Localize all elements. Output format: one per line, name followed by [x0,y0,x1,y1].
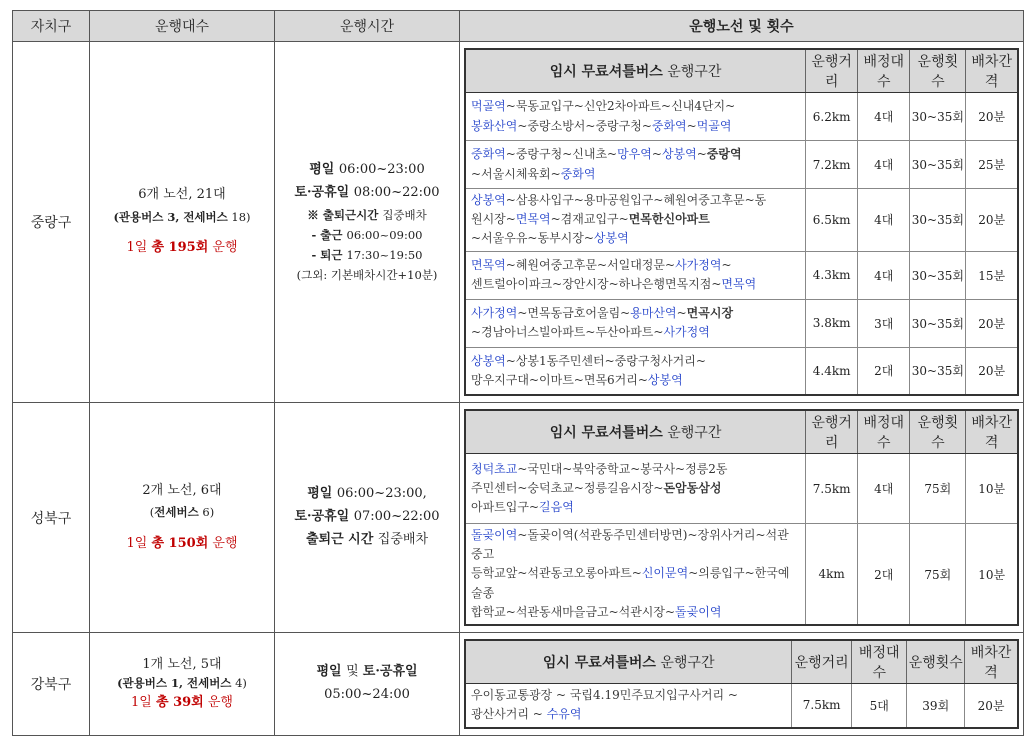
trips-header: 운행횟수 [910,410,966,454]
route-station: 면목역 [721,277,757,292]
bus-count-cell [90,42,275,403]
route-station: 사가정역 [675,257,722,272]
route-station: 봉화산역 [471,118,518,133]
route-distance: 7.5km [792,684,852,728]
route-table [464,48,1019,396]
header-routes: 운행노선 및 횟수 [460,11,1024,42]
route-row [465,299,1018,347]
route-count: 6개 노선, 21대 [138,187,226,203]
header-hours: 운행시간 [275,11,460,42]
route-stop-text: 주민센터~숭덕초교~정릉길음시장~ [471,480,664,495]
route-path-line [471,603,800,622]
route-station: 상봉역 [647,372,683,387]
route-row [465,189,1018,252]
operating-hours-cell [275,633,460,736]
route-interval: 20분 [966,189,1018,252]
holiday-hours: 토·공휴일 08:00~22:00 [294,184,440,200]
route-station: 망우역 [617,147,652,162]
route-stop-text: 원시장~ [471,212,516,227]
route-path-line [471,145,800,164]
route-path [465,684,792,728]
route-buses: 4대 [858,454,910,524]
route-buses: 5대 [851,684,907,728]
route-header-row [465,49,1018,93]
route-buses: 4대 [858,189,910,252]
route-stop-text: ~삼용사입구~용마공원입구~혜원여중고후문~동 [505,193,767,207]
route-distance: 7.2km [806,141,858,189]
route-station: 용마산역 [630,305,677,320]
route-path-line [471,229,800,248]
distance-header: 운행거리 [806,410,858,454]
route-path-line [471,526,800,564]
route-path-line [471,686,786,705]
bus-breakdown: (전세버스 6) [149,505,215,520]
buses-header: 배정대수 [858,410,910,454]
operating-hours-cell [275,42,460,403]
route-station: 중화역 [651,118,687,133]
other-hours-note: (그외: 기본배차시간+10분) [296,267,438,282]
route-interval: 20분 [965,684,1018,728]
route-station: 청덕초교 [471,461,518,476]
rush-note: 출퇴근 시간 집중배차 [305,531,429,547]
route-station: 상봉역 [593,231,629,246]
header-count: 운행대수 [90,11,275,42]
route-station: 중화역 [471,147,506,162]
route-path-line [471,352,800,371]
route-trips: 30~35회 [910,347,966,395]
route-stop-text: ~ [696,147,707,162]
route-section-header: 임시 무료셔틀버스 운행구간 [465,49,806,93]
route-stop-text: 등학교앞~석관동코오롱아파트~ [471,566,642,581]
route-stop-text: ~ [721,257,732,272]
bus-breakdown: (관용버스 3, 전세버스 18) [113,209,251,224]
route-trips: 30~35회 [910,189,966,252]
route-count: 1개 노선, 5대 [142,656,222,672]
route-station: 수유역 [546,707,582,722]
route-stop-text: ~중랑구청~신내초~ [505,147,618,162]
rush-note: ※ 출퇴근시간 집중배차 [307,207,427,222]
route-buses: 2대 [858,524,910,625]
route-trips: 30~35회 [910,251,966,299]
route-path-line [471,165,800,184]
route-stop-text: ~경남아너스빌아파트~두산아파트~ [471,325,664,340]
route-section-header: 임시 무료셔틀버스 운행구간 [465,640,792,684]
route-stop-text: 합학교~석관동새마을금고~석관시장~ [471,604,676,619]
route-stop-text: ~혜원여중고후문~서일대정문~ [505,257,676,272]
route-station: 먹골역 [471,99,506,114]
route-path-line [471,460,800,479]
operating-hours-cell [275,403,460,633]
route-distance: 6.2km [806,93,858,141]
route-stop-text: ~ [686,118,697,133]
route-interval: 25분 [966,141,1018,189]
route-row [465,524,1018,625]
route-interval: 10분 [966,524,1018,625]
route-stop-text: ~의릉입구~한국예술종 [471,566,790,600]
route-path-line [471,479,800,498]
route-path [465,251,806,299]
route-buses: 4대 [858,93,910,141]
route-station: 길음역 [539,500,574,515]
route-distance: 4.3km [806,251,858,299]
route-interval: 20분 [966,347,1018,395]
route-station: 돈암동삼성 [663,480,722,495]
route-trips: 30~35회 [910,299,966,347]
route-count: 2개 노선, 6대 [142,482,222,498]
daily-trips: 1일 총 195회 운행 [126,240,238,256]
route-stop-text: ~면목동금호어울림~ [517,305,631,320]
daily-trips: 1일 총 39회 운행 [131,694,233,710]
route-station: 사가정역 [471,305,518,320]
route-stop-text: ~서울시체육회~ [471,166,561,181]
route-distance: 4km [806,524,858,625]
route-header-row [465,410,1018,454]
header-district: 자치구 [13,11,90,42]
route-path-line [471,323,800,342]
route-station: 신이문역 [641,566,689,581]
route-stop-text: ~묵동교입구~신안2차아파트~신내4단지~ [505,99,736,114]
route-path [465,347,806,395]
route-station: 중화역 [560,166,596,181]
district-row-jungnang [13,42,1024,403]
route-trips: 30~35회 [910,141,966,189]
route-path-line [471,275,800,294]
route-stop-text: ~ [676,305,687,320]
holiday-hours: 토·공휴일 07:00~22:00 [294,509,440,525]
pm-rush: - 퇴근 17:30~19:50 [311,247,423,262]
route-stop-text: 광산사거리 ~ [471,707,547,722]
route-stop-text: ~ [651,147,662,162]
route-stop-text: 우이동교통광장 ~ 국립4.19민주묘지입구사거리 ~ [471,688,738,703]
route-station: 면목역 [515,212,551,227]
interval-header: 배차간격 [965,640,1018,684]
district-name: 성북구 [13,403,90,633]
route-path [465,524,806,625]
combined-hours-time: 05:00~24:00 [324,686,410,702]
route-path-line [471,117,800,136]
route-station: 면곡시장 [686,305,734,320]
district-name: 중랑구 [13,42,90,403]
route-path [465,299,806,347]
route-path [465,141,806,189]
trips-header: 운행횟수 [910,49,966,93]
route-header-row [465,640,1018,684]
route-row [465,347,1018,395]
buses-header: 배정대수 [858,49,910,93]
route-path [465,189,806,252]
route-row [465,251,1018,299]
bus-count-cell [90,403,275,633]
weekday-hours: 평일 06:00~23:00, [307,486,427,502]
route-path-line [471,210,800,229]
route-path-line [471,256,800,275]
route-station: 중랑역 [706,147,742,162]
header-row [13,11,1024,42]
route-interval: 20분 [966,299,1018,347]
route-trips: 75회 [910,454,966,524]
weekday-hours: 평일 06:00~23:00 [309,162,425,178]
route-row [465,93,1018,141]
route-stop-text: 아파트입구~ [471,500,540,515]
interval-header: 배차간격 [966,49,1018,93]
route-buses: 3대 [858,299,910,347]
route-table [464,639,1019,729]
interval-header: 배차간격 [966,410,1018,454]
district-row-seongbuk [13,403,1024,633]
route-path-line [471,304,800,323]
shuttle-bus-table [12,10,1024,736]
am-rush: - 출근 06:00~09:00 [311,227,423,242]
route-stop-text: ~상봉1동주민센터~중랑구청사거리~ [505,353,706,368]
route-station: 상봉역 [471,193,506,207]
route-row [465,684,1018,728]
route-buses: 4대 [858,141,910,189]
route-interval: 10분 [966,454,1018,524]
route-cell [460,633,1024,736]
route-trips: 30~35회 [910,93,966,141]
route-station: 돌곶이역 [675,604,722,619]
route-station: 사가정역 [663,325,710,340]
route-path-line [471,371,800,390]
route-path-line [471,705,786,724]
route-table [464,409,1019,626]
route-path [465,93,806,141]
route-path-line [471,498,800,517]
route-cell [460,403,1024,633]
route-station: 먹골역 [696,118,732,133]
route-distance: 3.8km [806,299,858,347]
route-cell [460,42,1024,403]
route-station: 면목한신아파트 [628,212,710,227]
route-section-header: 임시 무료셔틀버스 운행구간 [465,410,806,454]
route-trips: 75회 [910,524,966,625]
route-stop-text: 망우지구대~이마트~면목6거리~ [471,372,648,387]
route-row [465,141,1018,189]
daily-trips: 1일 총 150회 운행 [126,535,238,551]
district-name: 강북구 [13,633,90,736]
route-path-line [471,564,800,602]
bus-breakdown: (관용버스 1, 전세버스 4) [117,675,247,690]
route-row [465,454,1018,524]
route-distance: 7.5km [806,454,858,524]
route-trips: 39회 [907,684,965,728]
buses-header: 배정대수 [851,640,907,684]
route-path-line [471,97,800,116]
route-station: 돌곶이역 [471,528,518,543]
distance-header: 운행거리 [806,49,858,93]
route-buses: 4대 [858,251,910,299]
trips-header: 운행횟수 [907,640,965,684]
route-distance: 6.5km [806,189,858,252]
district-row-gangbuk [13,633,1024,736]
distance-header: 운행거리 [792,640,852,684]
route-stop-text: ~중랑소방서~중랑구청~ [517,118,652,133]
route-stop-text: ~돌곶이역(석관동주민센터방면)~장위사거리~석관중고 [471,528,789,562]
bus-count-cell [90,633,275,736]
route-station: 면목역 [471,257,506,272]
route-distance: 4.4km [806,347,858,395]
route-interval: 20분 [966,93,1018,141]
route-station: 상봉역 [471,353,506,368]
route-stop-text: 센트럴아이파크~장안시장~하나은행면목지점~ [471,277,722,292]
route-path-line [471,191,800,210]
route-stop-text: ~서울우유~동부시장~ [471,231,594,246]
route-stop-text: ~겸재교입구~ [550,212,629,227]
combined-hours-label: 평일 및 토·공휴일 [316,664,418,679]
route-path [465,454,806,524]
route-station: 상봉역 [661,147,697,162]
route-stop-text: ~국민대~북악중학교~봉국사~정릉2동 [517,461,728,476]
route-interval: 15분 [966,251,1018,299]
route-buses: 2대 [858,347,910,395]
